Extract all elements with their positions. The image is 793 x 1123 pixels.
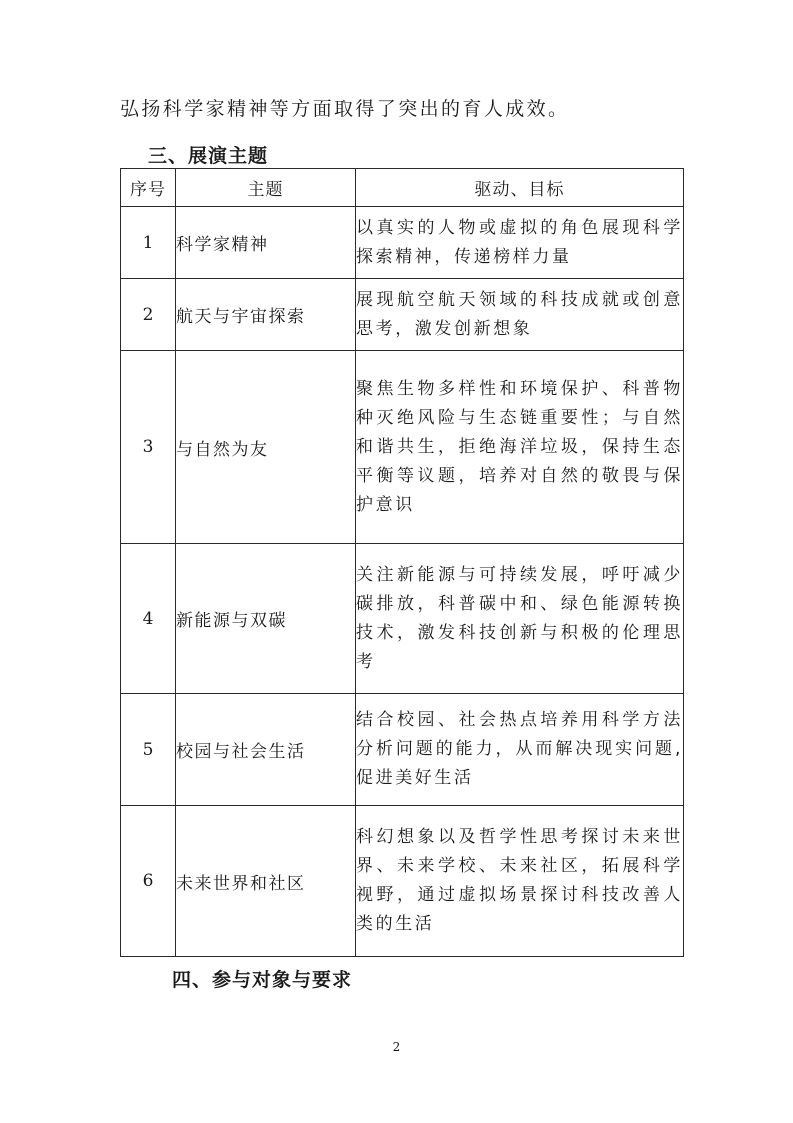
topics-table	[120, 168, 684, 957]
row-number: 6	[121, 806, 176, 957]
section-four-heading: 四、参与对象与要求	[172, 969, 353, 991]
table-header-row	[121, 169, 684, 207]
table-row	[121, 351, 684, 544]
header-goal: 驱动、目标	[356, 169, 684, 207]
row-theme: 新能源与双碳	[176, 544, 356, 694]
row-number: 4	[121, 544, 176, 694]
page-number: 2	[392, 1040, 401, 1054]
row-theme: 与自然为友	[176, 351, 356, 544]
row-goal: 聚焦生物多样性和环境保护、科普物种灭绝风险与生态链重要性；与自然和谐共生，拒绝海洋垃圾，保持生态平衡等议题，培养对自然的敬畏与保护意识	[356, 351, 684, 544]
table-row	[121, 806, 684, 957]
table-row	[121, 544, 684, 694]
row-goal: 结合校园、社会热点培养用科学方法分析问题的能力，从而解决现实问题,促进美好生活	[356, 694, 684, 806]
row-number: 3	[121, 351, 176, 544]
intro-text: 弘扬科学家精神等方面取得了突出的育人成效。	[120, 98, 570, 120]
row-goal: 以真实的人物或虚拟的角色展现科学探索精神，传递榜样力量	[356, 207, 684, 279]
row-goal: 展现航空航天领域的科技成就或创意思考，激发创新想象	[356, 279, 684, 351]
row-number: 5	[121, 694, 176, 806]
row-theme: 航天与宇宙探索	[176, 279, 356, 351]
table-row	[121, 694, 684, 806]
row-goal: 科幻想象以及哲学性思考探讨未来世界、未来学校、未来社区，拓展科学视野，通过虚拟场景探讨科技改善人类的生活	[356, 806, 684, 957]
header-number: 序号	[121, 169, 176, 207]
row-goal: 关注新能源与可持续发展，呼吁减少碳排放，科普碳中和、绿色能源转换技术，激发科技创新与积极的伦理思考	[356, 544, 684, 694]
row-theme: 校园与社会生活	[176, 694, 356, 806]
header-theme: 主题	[176, 169, 356, 207]
table-row	[121, 207, 684, 279]
section-three-heading: 三、展演主题	[148, 145, 269, 167]
table-row	[121, 279, 684, 351]
row-theme: 科学家精神	[176, 207, 356, 279]
row-theme: 未来世界和社区	[176, 806, 356, 957]
row-number: 1	[121, 207, 176, 279]
row-number: 2	[121, 279, 176, 351]
